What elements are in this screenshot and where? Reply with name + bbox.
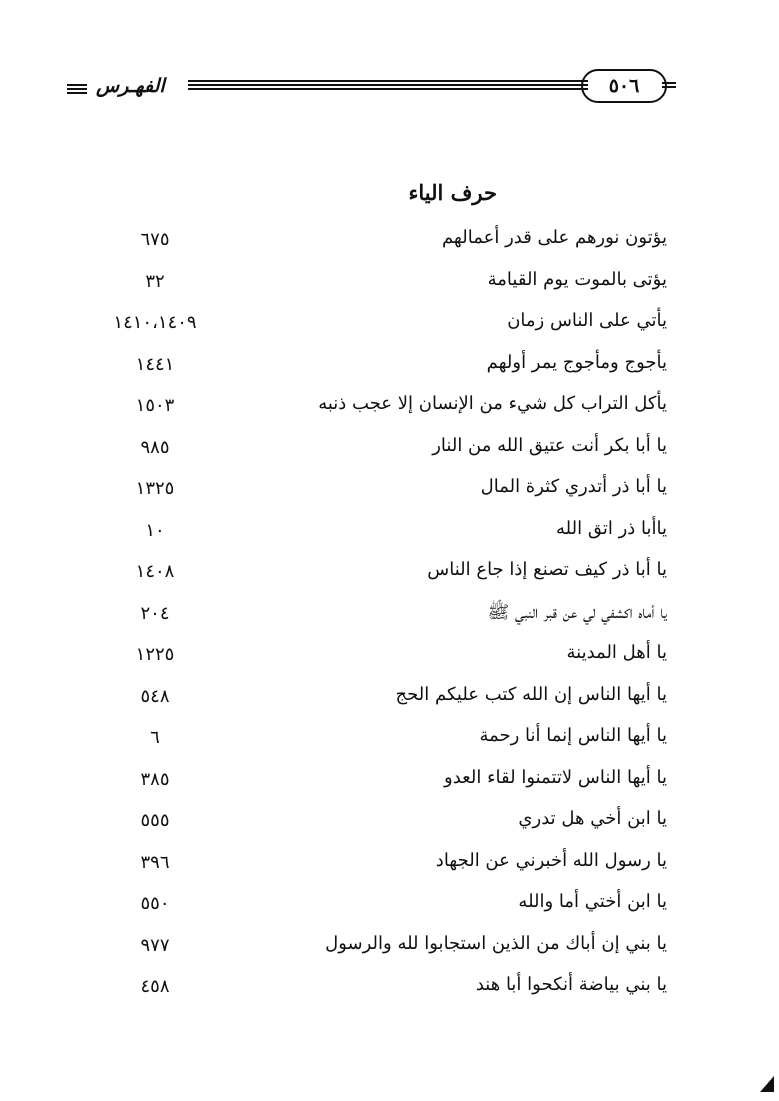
entry-text: يأكل التراب كل شيء من الإنسان إلا عجب ذنبه: [318, 393, 667, 414]
entry-text: يا ابن أخي هل تدري: [518, 808, 667, 829]
list-item: [0, 844, 779, 886]
entry-text: يا أماه اكشفي لي عن قبر النبي ﷺ: [487, 601, 667, 623]
list-item: [0, 553, 779, 595]
entry-page-ref: ٩٨٥: [140, 436, 170, 458]
header-decor-lines-left: [67, 84, 87, 94]
entry-page-ref: ٢٠٤: [140, 602, 170, 624]
entry-page-ref: ٩٧٧: [140, 934, 170, 956]
header-rule: [188, 80, 588, 94]
entry-text: يا أبا ذر كيف تصنع إذا جاع الناس: [427, 559, 667, 580]
entry-page-ref: ١٠: [145, 519, 165, 541]
entry-text: يؤتى بالموت يوم القيامة: [487, 268, 667, 290]
entry-page-ref: ١٤٠٨: [135, 561, 175, 582]
entry-text: يا رسول الله أخبرني عن الجهاد: [435, 849, 667, 871]
list-item: [0, 470, 779, 512]
page-header: [0, 60, 779, 110]
section-heading: حرف الياء: [408, 180, 497, 205]
entry-text: يا أيها الناس لاتتمنوا لقاء العدو: [444, 766, 667, 788]
entry-page-ref: ٣٢: [145, 270, 165, 292]
list-item: [0, 927, 779, 969]
list-item: [0, 304, 779, 346]
entry-page-ref: ١٢٢٥: [135, 644, 175, 665]
entry-text: يا أبا بكر أنت عتيق الله من النار: [432, 434, 667, 456]
entry-text: يا أبا ذر أتدري كثرة المال: [480, 476, 667, 497]
entry-text: يا بني إن أباك من الذين استجابوا لله والرسول: [325, 932, 667, 954]
list-item: [0, 346, 779, 388]
entry-page-ref: ٤٥٨: [140, 976, 170, 997]
entry-page-ref: ١٤٤١: [135, 353, 175, 375]
header-decor-lines-right: [662, 82, 676, 90]
page-title: الفهـرس: [96, 75, 165, 97]
entry-page-ref: ١٥٠٣: [135, 395, 175, 416]
list-item: [0, 968, 779, 1010]
entry-page-ref: ٥٥٥: [140, 810, 170, 831]
list-item: [0, 636, 779, 678]
entry-page-ref: ٦: [150, 727, 160, 748]
entry-text: يا ابن أختي أما والله: [518, 891, 667, 912]
index-list: [0, 221, 779, 1010]
list-item: [0, 885, 779, 927]
list-item: [0, 221, 779, 263]
list-item: [0, 429, 779, 471]
entry-page-ref: ٥٥٠: [140, 893, 170, 914]
page-number: ٥٠٦: [581, 69, 667, 103]
list-item: [0, 678, 779, 720]
page-corner-mark: [760, 1076, 774, 1092]
list-item: [0, 595, 779, 637]
list-item: [0, 719, 779, 761]
entry-page-ref: ١٣٢٥: [135, 478, 175, 499]
entry-page-ref: ٥٤٨: [140, 685, 170, 707]
entry-text: يا بني بياضة أنكحوا أبا هند: [475, 974, 667, 995]
entry-page-ref: ١٤١٠،١٤٠٩: [113, 312, 197, 333]
list-item: [0, 802, 779, 844]
entry-text: يا أهل المدينة: [566, 642, 667, 663]
entry-text: يؤتون نورهم على قدر أعمالهم: [441, 227, 667, 248]
entry-page-ref: ٦٧٥: [140, 229, 170, 250]
entry-text: يا أيها الناس إنما أنا رحمة: [479, 725, 667, 746]
entry-page-ref: ٣٩٦: [140, 851, 170, 873]
list-item: [0, 512, 779, 554]
list-item: [0, 263, 779, 305]
entry-text: يأتي على الناس زمان: [507, 310, 667, 331]
entry-text: ياأبا ذر اتق الله: [556, 517, 667, 539]
list-item: [0, 387, 779, 429]
entry-page-ref: ٣٨٥: [140, 768, 170, 790]
entry-text: يأجوج ومأجوج يمر أولهم: [486, 351, 667, 373]
entry-text: يا أيها الناس إن الله كتب عليكم الحج: [395, 683, 667, 705]
list-item: [0, 761, 779, 803]
